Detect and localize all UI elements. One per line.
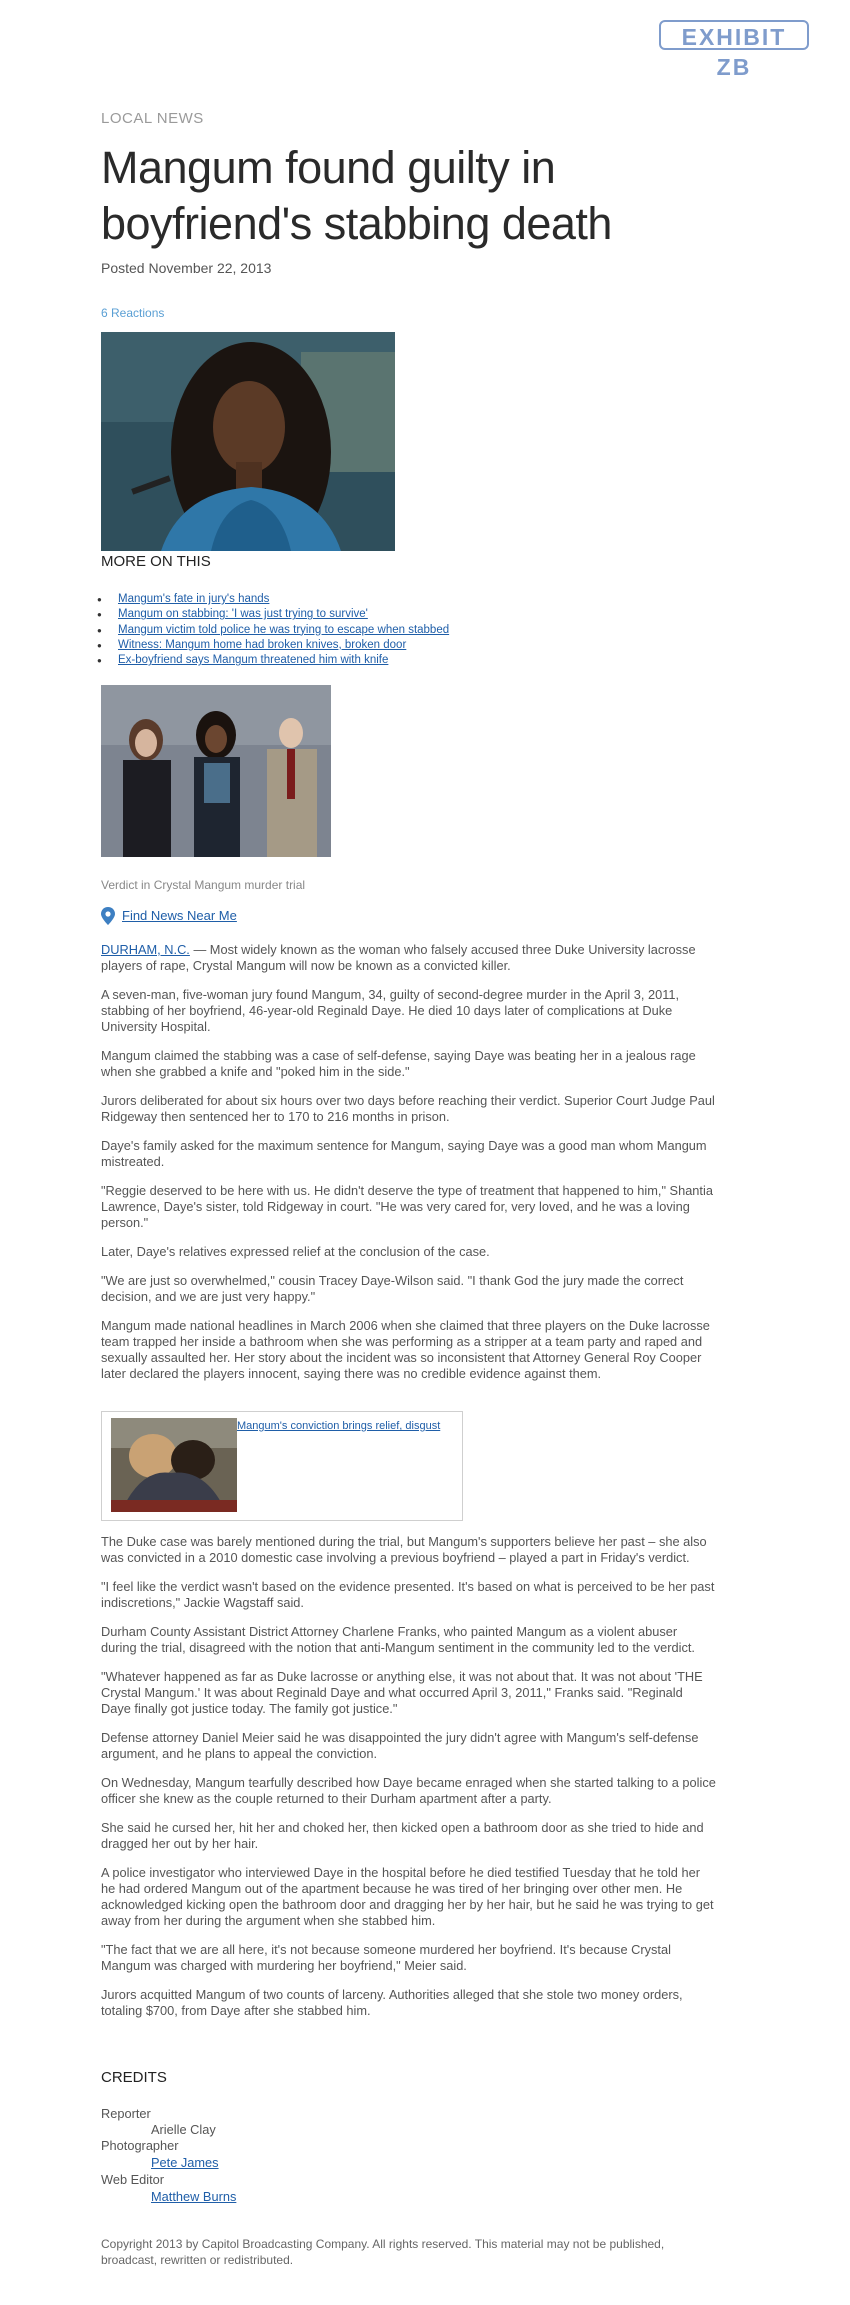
find-news-near-me[interactable] bbox=[101, 908, 237, 923]
paragraph: Jurors deliberated for about six hours over two days before reaching their verdict. Superior Court Judge Paul Ridgeway then sentenced her to 170 to 216 months in prison. bbox=[101, 1093, 715, 1124]
paragraph: The Duke case was barely mentioned during the trial, but Mangum's supporters believe her past – she also was convicted in a 2010 domestic case involving a previous boyfriend – played a part in Friday's verdict. bbox=[101, 1534, 707, 1565]
article-body-top bbox=[101, 942, 716, 1382]
photographer-label: Photographer bbox=[101, 2138, 179, 2153]
section-label[interactable]: LOCAL NEWS bbox=[101, 110, 204, 127]
posted-date: Posted November 22, 2013 bbox=[101, 260, 272, 276]
paragraph: Daye's family asked for the maximum sentence for Mangum, saying Daye was a good man whom Mangum mistreated. bbox=[101, 1138, 707, 1169]
paragraph: Later, Daye's relatives expressed relief at the conclusion of the case. bbox=[101, 1244, 490, 1259]
paragraph: Mangum made national headlines in March 2006 when she claimed that three players on the Duke lacrosse team trapped her inside a bathroom when she was performing as a stripper at a team party and raped and sexually assaulted her. Her story about the incident was so inconsistent that Attorney General Roy Cooper later declared the players innocent, saying there was no credible evidence against them. bbox=[101, 1318, 710, 1381]
related-story-link[interactable]: Ex-boyfriend says Mangum threatened him with knife bbox=[118, 654, 389, 667]
headline: Mangum found guilty in boyfriend's stabbing death bbox=[101, 142, 612, 249]
list-item bbox=[118, 623, 449, 638]
more-on-this-heading: MORE ON THIS bbox=[101, 553, 211, 570]
paragraph: Durham County Assistant District Attorney Charlene Franks, who painted Mangum as a violent abuser during the trial, disagreed with the notion that anti-Mangum sentiment in the community led to the verdict. bbox=[101, 1624, 695, 1655]
embrace-image bbox=[111, 1418, 237, 1512]
verdict-courtroom-photo bbox=[101, 685, 331, 857]
list-item bbox=[118, 607, 449, 622]
list-item bbox=[118, 638, 449, 653]
paragraph-text: — Most widely known as the woman who falsely accused three Duke University lacrosse players of rape, Crystal Mangum will now be known as a convicted killer. bbox=[101, 942, 696, 973]
exhibit-stamp: EXHIBIT ZB bbox=[659, 20, 809, 50]
portrait-image bbox=[101, 332, 395, 551]
related-story-link[interactable]: Witness: Mangum home had broken knives, broken door bbox=[118, 638, 407, 651]
paragraph: "We are just so overwhelmed," cousin Tracey Daye-Wilson said. "I thank God the jury made the correct decision, and we are just very happy." bbox=[101, 1273, 684, 1304]
related-story-link[interactable]: Mangum on stabbing: 'I was just trying to survive' bbox=[118, 608, 368, 621]
courtroom-image bbox=[101, 685, 331, 857]
paragraph: "The fact that we are all here, it's not because someone murdered her boyfriend. It's because Crystal Mangum was charged with murdering her boyfriend," Meier said. bbox=[101, 1942, 671, 1973]
paragraph: Mangum claimed the stabbing was a case of self-defense, saying Daye was beating her in a jealous rage when she grabbed a knife and "poked him in the side." bbox=[101, 1048, 696, 1079]
photographer-link[interactable]: Pete James bbox=[151, 2155, 219, 2170]
paragraph: "I feel like the verdict wasn't based on the evidence presented. It's based on what is perceived to be her past indiscretions," Jackie Wagstaff said. bbox=[101, 1579, 715, 1610]
article-body-bottom bbox=[101, 1534, 716, 2019]
related-story-link[interactable]: Mangum victim told police he was trying to escape when stabbed bbox=[118, 623, 450, 636]
reporter-label: Reporter bbox=[101, 2106, 151, 2121]
related-story-link[interactable]: Mangum's conviction brings relief, disgust bbox=[237, 1420, 441, 1432]
location-pin-icon bbox=[101, 907, 115, 925]
photo-caption: Verdict in Crystal Mangum murder trial bbox=[101, 878, 306, 892]
credits-heading: CREDITS bbox=[101, 2069, 167, 2086]
web-editor-link[interactable]: Matthew Burns bbox=[151, 2189, 237, 2204]
related-story-thumbnail[interactable] bbox=[111, 1418, 237, 1512]
paragraph: A seven-man, five-woman jury found Mangum, 34, guilty of second-degree murder in the April 3, 2011, stabbing of her boyfriend, 46-year-old Reginald Daye. He died 10 days later of complications at Duke University Hospital. bbox=[101, 987, 680, 1034]
related-story-box[interactable] bbox=[101, 1411, 463, 1521]
find-news-link[interactable]: Find News Near Me bbox=[122, 908, 237, 923]
mangum-portrait-photo bbox=[101, 332, 395, 551]
paragraph: Defense attorney Daniel Meier said he was disappointed the jury didn't agree with Mangum's self-defense argument, and he plans to appeal the conviction. bbox=[101, 1730, 699, 1761]
more-on-this-list bbox=[96, 592, 449, 668]
paragraph: "Reggie deserved to be here with us. He didn't deserve the type of treatment that happened to him," Shantia Lawrence, Daye's sister, told Ridgeway in court. "He was very cared for, very loved, and he was a loving person." bbox=[101, 1183, 713, 1230]
web-editor-label: Web Editor bbox=[101, 2172, 165, 2187]
paragraph: She said he cursed her, hit her and choked her, then kicked open a bathroom door as she tried to hide and dragged her out by her hair. bbox=[101, 1820, 704, 1851]
related-story-link[interactable]: Mangum's fate in jury's hands bbox=[118, 593, 270, 605]
reporter-name: Arielle Clay bbox=[151, 2122, 216, 2137]
paragraph: "Whatever happened as far as Duke lacrosse or anything else, it was not about that. It was not about 'THE Crystal Mangum.' It was about Reginald Daye and what occurred April 3, 2011," Franks said. "Reginald Daye finally got justice today. The family got justice." bbox=[101, 1669, 703, 1716]
dateline-link[interactable]: DURHAM, N.C. bbox=[101, 942, 190, 957]
list-item bbox=[118, 653, 449, 668]
paragraph: On Wednesday, Mangum tearfully described how Daye became enraged when she started talking to a police officer she knew as the couple returned to their Durham apartment after a party. bbox=[101, 1775, 716, 1806]
paragraph bbox=[101, 942, 716, 974]
copyright-notice: Copyright 2013 by Capitol Broadcasting Company. All rights reserved. This material may not be published, broadcast, rewritten or redistributed. bbox=[101, 2237, 665, 2267]
list-item bbox=[118, 592, 449, 607]
paragraph: A police investigator who interviewed Daye in the hospital before he died testified Tuesday that he told her he had ordered Mangum out of the apartment because he was tired of her bringing over other men. He acknowledged kicking open the bathroom door and dragging her by her hair, but he said he was trying to get away from her during the argument when she stabbed him. bbox=[101, 1865, 714, 1928]
paragraph: Jurors acquitted Mangum of two counts of larceny. Authorities alleged that she stole two money orders, totaling $700, from Daye after she stabbed him. bbox=[101, 1987, 683, 2018]
reactions-link[interactable]: 6 Reactions bbox=[101, 306, 165, 320]
